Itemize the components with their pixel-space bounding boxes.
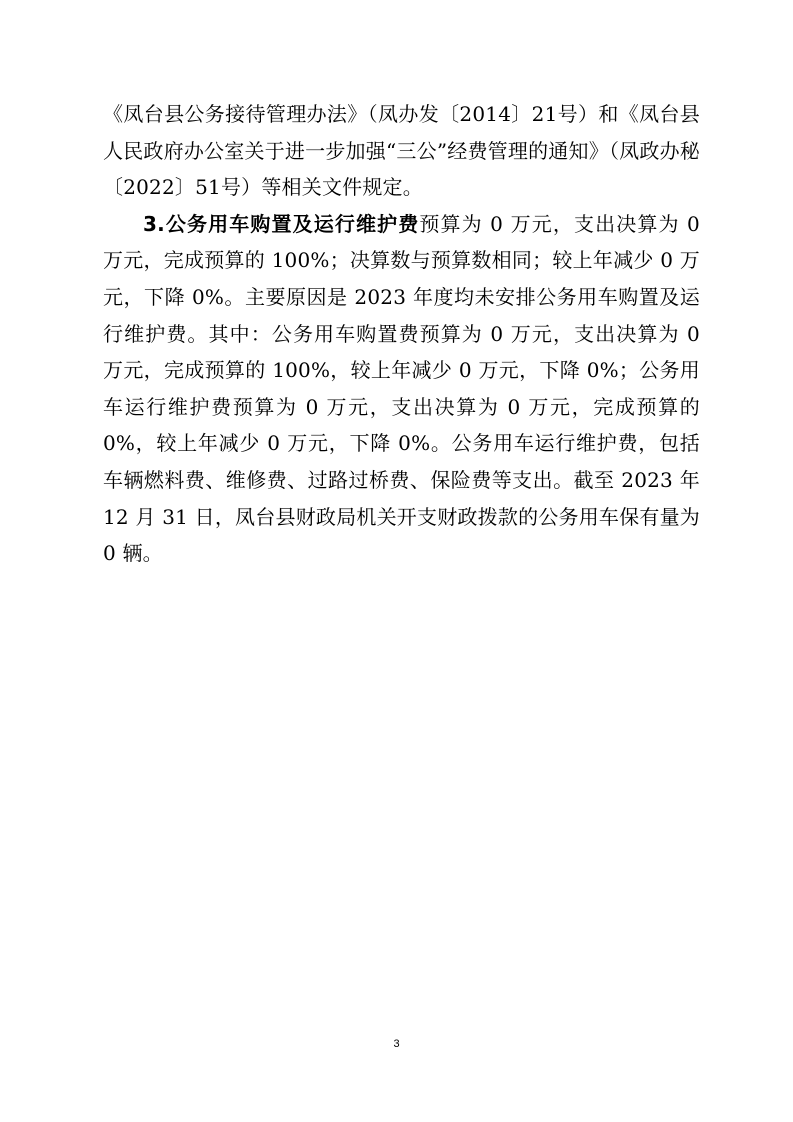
paragraph-continuation: 《凤台县公务接待管理办法》（凤办发〔2014〕21号）和《凤台县人民政府办公室关于进一步加强“三公”经费管理的通知》（凤政办秘〔2022〕51号）等相关文件规定。 <box>103 102 700 200</box>
document-body <box>103 96 700 572</box>
paragraph-vehicle-expenses <box>103 206 700 572</box>
section-text: 预算为 0 万元，支出决算为 0 万元，完成预算的 100%；决算数与预算数相同；较上年减少 0 万元，下降 0%。主要原因是 2023 年度均未安排公务用车购置及运行维护费。其中：公务用车购置费预算为 0 万元，支出决算为 0 万元，完成预算的 100%，较上年减少 0 万元，下降 0%；公务用车运行维护费预算为 0 万元，支出决算为 0 万元，完成预算的 0%，较上年减少 0 万元，下降 0%。公务用车运行维护费，包括车辆燃料费、维修费、过路过桥费、保险费等支出。截至 2023 年 12 月 31 日，凤台县财政局机关开支财政拨款的公务用车保有量为 0 辆。 <box>103 211 700 566</box>
section-heading: 3.公务用车购置及运行维护费 <box>143 211 420 236</box>
page-number: 3 <box>393 1038 400 1050</box>
